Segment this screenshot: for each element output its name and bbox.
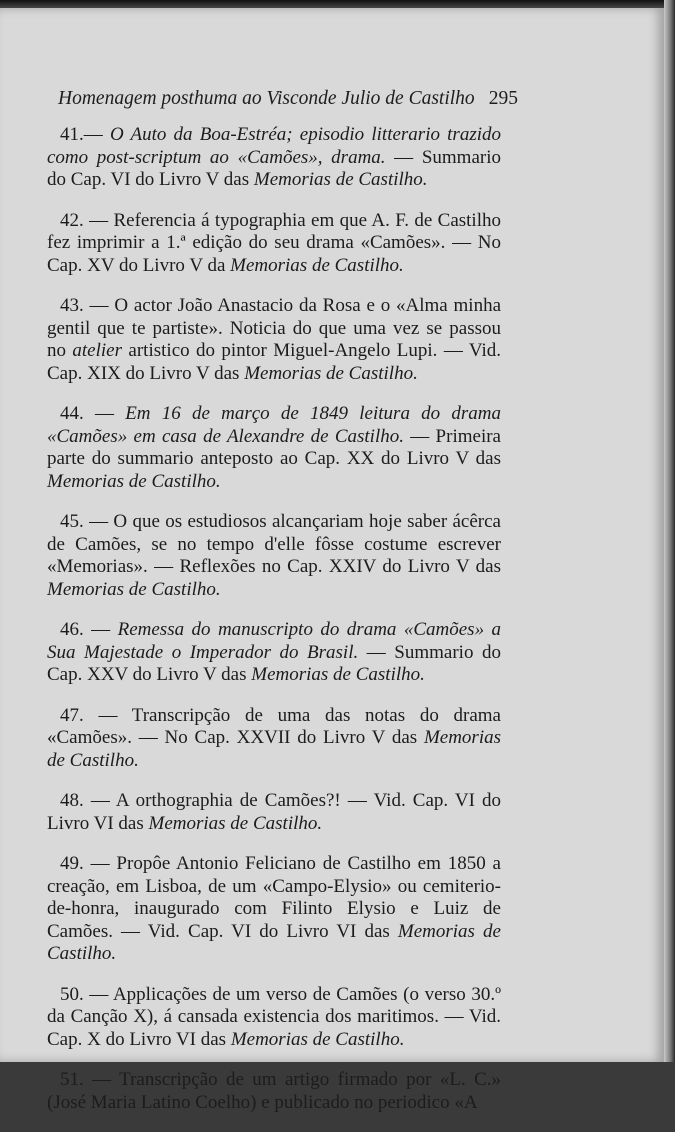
- italic-text: atelier: [72, 340, 123, 361]
- entry-text: — O actor João Anastacio da Rosa e o «Alma minha gentil que te partiste». Noticia do que uma vez se passou no: [47, 295, 501, 361]
- entry-text: — O que os estudiosos alcançariam hoje saber ácêrca de Camões, se no tempo d'elle fôsse costume escrever «Memorias». — Reflexões no Cap. XXIV do Livro V das: [47, 511, 501, 577]
- book-spine-edge: [664, 0, 675, 1062]
- entry-47: [47, 705, 501, 773]
- entry-50: [47, 984, 501, 1052]
- italic-text: Memorias de Castilho.: [230, 1028, 405, 1050]
- entry-number: 47.: [60, 704, 84, 726]
- italic-text: Remessa do manuscripto do drama «Camões» a Sua Majestade o Imperador do Brasil.: [47, 619, 501, 663]
- entry-text: — Propôe Antonio Feliciano de Castilho em 1850 a creação, em Lisboa, de um «Campo-Elysio» ou cemiterio-de-honra, inaugurado com Filinto Elysio e Luiz de Camões. — Vid. Cap. VI do Livro VI das: [47, 853, 501, 942]
- italic-text: Memorias de Castilho.: [244, 362, 418, 384]
- entry-text: — Referencia á typographia em que A. F. de Castilho fez imprimir a 1.ª edição do seu drama «Camões». — No Cap. XV do Livro V da: [47, 209, 501, 276]
- page-number: 295: [488, 88, 518, 109]
- entry-text: — Summario do Cap. VI do Livro V das: [47, 146, 501, 190]
- italic-text: Memorias de Castilho.: [230, 254, 404, 276]
- entry-text: — Summario do Cap. XXV do Livro V das: [47, 641, 501, 685]
- italic-text: Memorias de Castilho.: [47, 578, 221, 600]
- running-title: Homenagem posthuma ao Visconde Julio de Castilho: [58, 88, 475, 109]
- entry-number: 51.: [60, 1069, 84, 1090]
- entry-number: 48.: [60, 790, 84, 811]
- entries-list: [47, 124, 501, 1132]
- entry-46: [47, 619, 501, 687]
- italic-text: Memorias de Castilho.: [148, 812, 323, 834]
- entry-51: [47, 1069, 501, 1114]
- italic-text: Memorias de Castilho.: [47, 470, 221, 492]
- entry-number: 50.: [60, 983, 84, 1005]
- entry-number: 44.: [60, 403, 84, 424]
- entry-number: 45.: [60, 511, 84, 532]
- italic-text: O Auto da Boa-Estréa; episodio litterario trazido como post-scriptum ao «Camões», drama.: [47, 124, 501, 168]
- italic-text: Em 16 de março de 1849 leitura do drama «Camões» em casa de Alexandre de Castilho.: [47, 403, 501, 447]
- entry-number: 41.: [60, 124, 84, 145]
- italic-text: Memorias de Castilho.: [47, 727, 501, 771]
- entry-48: [47, 790, 501, 835]
- entry-number: 43.: [60, 295, 84, 316]
- italic-text: Memorias de Castilho.: [47, 920, 501, 964]
- entry-41: [47, 124, 501, 192]
- entry-number: 42.: [60, 209, 84, 231]
- entry-text: —: [83, 619, 118, 640]
- italic-text: Memorias de Castilho.: [253, 169, 428, 190]
- entry-number: 49.: [60, 853, 84, 874]
- entry-45: [47, 511, 501, 601]
- running-header: [58, 88, 518, 110]
- entry-text: —: [83, 403, 126, 424]
- entry-text: — Applicações de um verso de Camões (o verso 30.º da Canção X), á cansada existencia dos maritimos. — Vid. Cap. X do Livro VI das: [47, 983, 501, 1050]
- entry-text: — Transcripção de um artigo firmado por «L. C.» (José Maria Latino Coelho) e publicado no periodico «A: [47, 1069, 501, 1113]
- italic-text: Memorias de Castilho.: [251, 664, 425, 685]
- entry-43: [47, 295, 501, 385]
- entry-49: [47, 853, 501, 966]
- entry-text: —: [83, 124, 110, 145]
- entry-text: — Transcripção de uma das notas do drama «Camões». — No Cap. XXVII do Livro V das: [47, 704, 501, 748]
- entry-text: — A orthographia de Camões?! — Vid. Cap. VI do Livro VI das: [47, 790, 501, 834]
- entry-44: [47, 403, 501, 493]
- entry-text: artistico do pintor Miguel-Angelo Lupi. — Vid. Cap. XIX do Livro V das: [47, 340, 501, 384]
- entry-number: 46.: [60, 619, 84, 640]
- entry-text: — Primeira parte do summario anteposto ao Cap. XX do Livro V das: [47, 425, 501, 469]
- entry-42: [47, 210, 501, 278]
